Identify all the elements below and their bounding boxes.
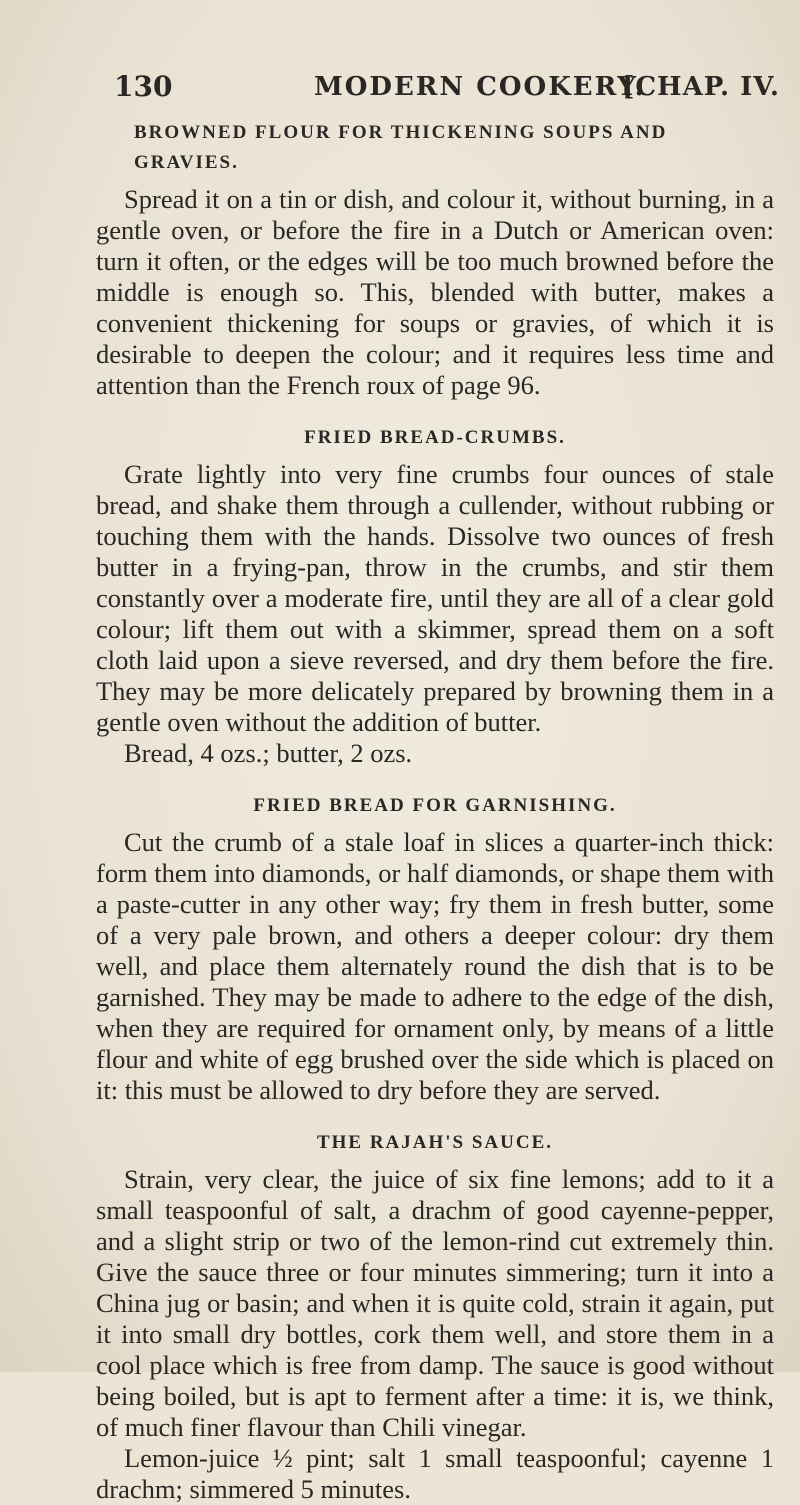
- paragraph: Grate lightly into very fine crumbs four ounces of stale bread, and shake them through a cullender, without rubbing or touching them with the hands. Dissolve two ounces of fresh butter in a frying-pan, throw in the crumbs, and stir them constantly over a moderate fire, until they are all of a clear gold colour; lift them out with a skimmer, spread them on a soft cloth laid upon a sieve reversed, and dry them before the fire. They may be more delicately prepared by browning them in a gentle oven without the addition of butter.: [96, 459, 774, 737]
- chapter-marker: [CHAP. IV.: [622, 72, 780, 102]
- paragraph: Spread it on a tin or dish, and colour it, without burning, in a gentle oven, or before the fire in a Dutch or American oven: turn it often, or the edges will be too much browned before the middle is enough so. This, blended with butter, makes a convenient thickening for soups or gravies, of which it is desirable to deepen the colour; and it requires less time and attention than the French roux of page 96.: [96, 184, 774, 400]
- running-title: MODERN COOKERY.: [314, 72, 646, 102]
- section-heading: FRIED BREAD-CRUMBS.: [304, 427, 566, 448]
- section-heading: BROWNED FLOUR FOR THICKENING SOUPS AND GRAVIES.: [134, 122, 668, 173]
- quantities-line: Bread, 4 ozs.; butter, 2 ozs.: [124, 738, 413, 768]
- page-body: [96, 118, 774, 1505]
- section-heading: THE RAJAH'S SAUCE.: [316, 1132, 554, 1153]
- quantities-line: Lemon-juice ½ pint; salt 1 small teaspoonful; cayenne 1 drachm; simmered 5 minutes.: [96, 1443, 774, 1504]
- section-heading: FRIED BREAD FOR GARNISHING.: [253, 795, 617, 816]
- page-number: 130: [114, 70, 173, 103]
- paragraph: Strain, very clear, the juice of six fine lemons; add to it a small teaspoonful of salt, a drachm of good cayenne-pepper, and a slight strip or two of the lemon-rind cut extremely thin. Give the sauce three or four minutes simmering; turn it into a China jug or basin; and when it is quite cold, strain it again, put it into small dry bottles, cork them well, and store them in a cool place which is free from damp. The sauce is good without being boiled, but is apt to ferment after a time: it is, we think, of much finer flavour than Chili vinegar.: [96, 1164, 774, 1442]
- page-header: [114, 70, 780, 112]
- paragraph: Cut the crumb of a stale loaf in slices a quarter-inch thick: form them into diamonds, or half diamonds, or shape them with a paste-cutter in any other way; fry them in fresh butter, some of a very pale brown, and others a deeper colour: dry them well, and place them alternately round the dish that is to be garnished. They may be made to adhere to the edge of the dish, when they are required for ornament only, by means of a little flour and white of egg brushed over the side which is placed on it: this must be allowed to dry before they are served.: [96, 827, 774, 1105]
